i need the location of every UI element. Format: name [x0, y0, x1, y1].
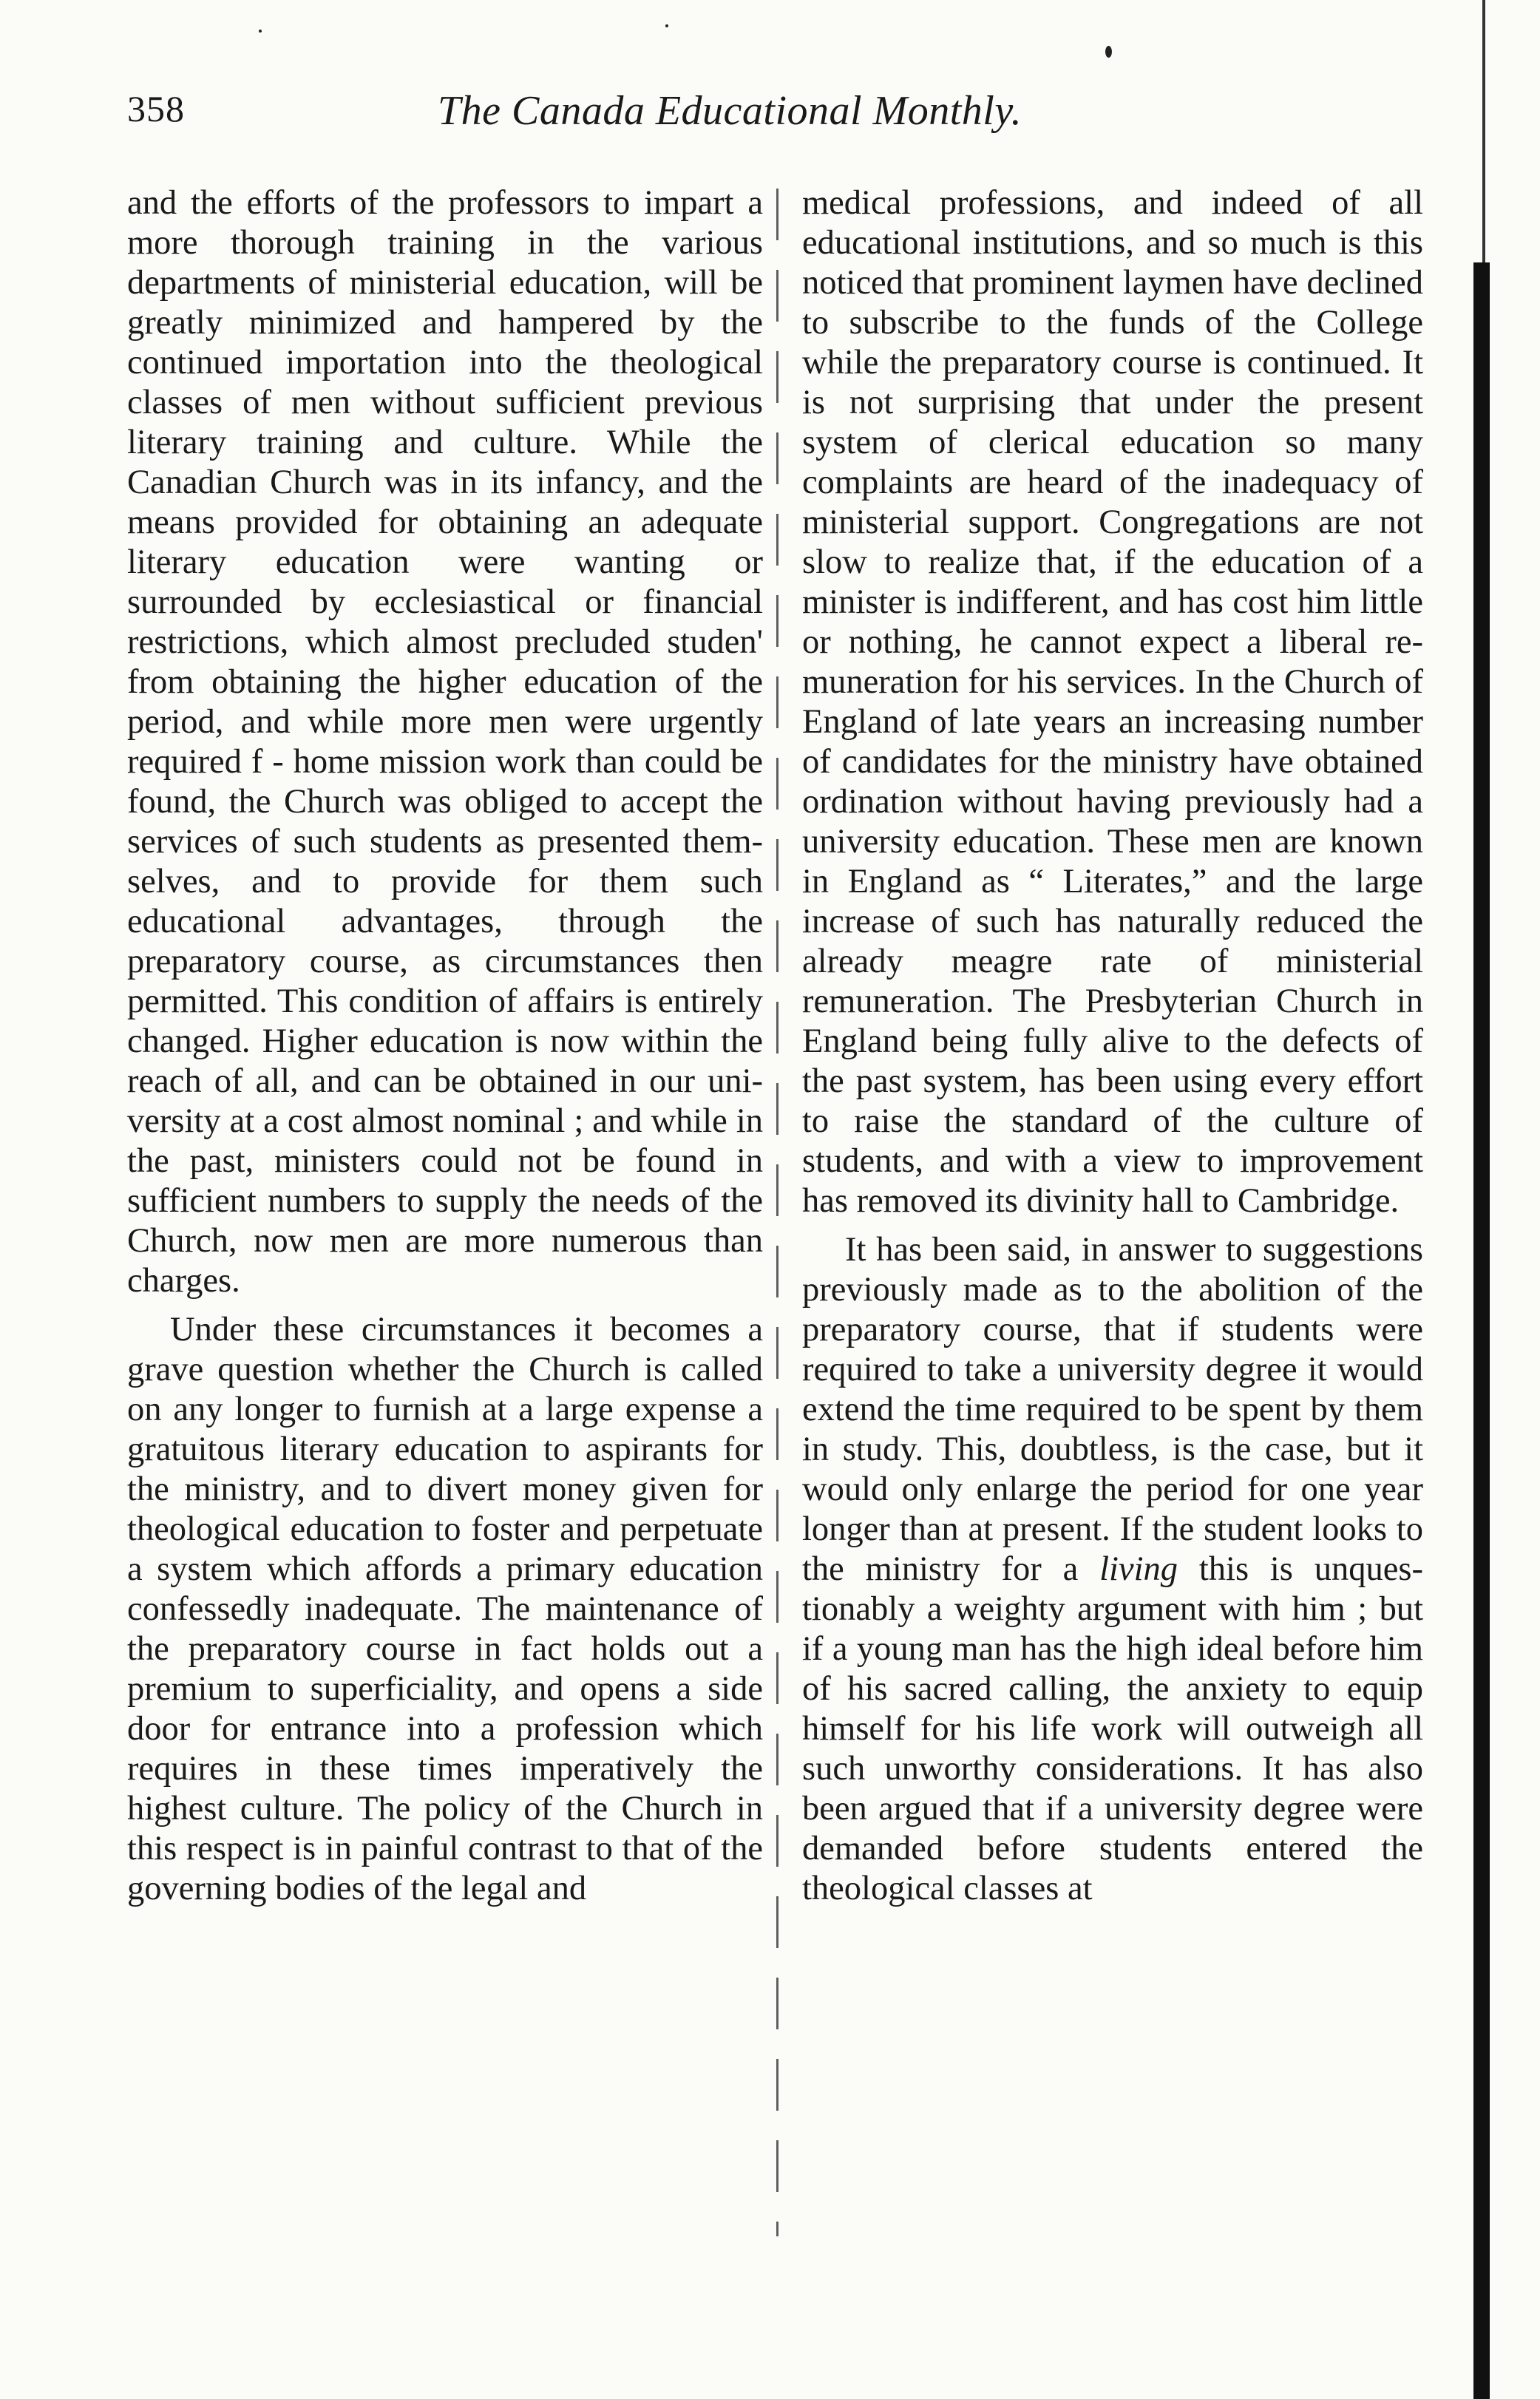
- right-paragraph-1: medical professions, and indeed of all educational institutions, and so much is this noticed that prominent laymen have declined to subscribe to the funds of the College while the preparatory course is continued. It is not surprising that under the present system of clerical education so many complaints are heard of the inadequacy of ministerial support. Congregations are not slow to realize that, if the education of a minister is indifferent, and has cost him little or nothing, he cannot expect a liberal remuneration for his services. In the Church of England of late years an increasing number of candidates for the ministry have obtained ordination without having previously had a university education. These men are known in England as “ Literates,” and the large increase of such has naturally reduced the already meagre rate of ministerial remuneration. The Presbyterian Church in England being fully alive to the defects of the past system, has been using every effort to raise the standard of the culture of students, and with a view to improvement has removed its divinity hall to Cambridge.: [802, 184, 1423, 1220]
- right-column: [802, 183, 1423, 1909]
- italic-word-living: living: [1099, 1550, 1178, 1588]
- column-divider: [776, 189, 779, 2236]
- page-number: 358: [127, 88, 185, 129]
- left-paragraph-2: Under these circumstances it becomes a grave question whether the Church is called on any longer to furnish at a large expense a gratuitous literary education to aspirants for the ministry, and to divert money given for theological education to foster and perpetuate a system which affords a primary education confessedly inadequate. The maintenance of the preparatory course in fact holds out a premium to superficiality, and opens a side door for entrance into a profession which requires in these times imperatively the highest culture. The policy of the Church in this respect is in painful contrast to that of the governing bodies of the legal and: [127, 1311, 763, 1907]
- page-header: [127, 87, 1414, 146]
- page-edge-line: [1482, 0, 1485, 262]
- left-paragraph-1: and the efforts of the professors to impart a more thorough training in the various departments of ministerial education, will be greatly minimized and hampered by the continued importation into the theological classes of men without sufficient previous literary training and culture. While the Canadian Church was in its infancy, and the means provided for obtaining an adequate literary education were wanting or surrounded by ecclesiastical or financial restrictions, which almost precluded studen' from obtaining the higher education of the period, and while more men were urgently required f ‐ home mission work than could be found, the Church was obliged to accept the services of such students as presented themselves, and to provide for them such educational advantages, through the preparatory course, as circumstances then permitted. This condition of affairs is entirely changed. Higher education is now within the reach of all, and can be obtained in our university at a cost almost nominal ; and while in the past, ministers could not be found in sufficient numbers to supply the needs of the Church, now men are more numerous than charges.: [127, 184, 763, 1300]
- running-title: The Canada Educational Monthly.: [438, 88, 1022, 134]
- right-paragraph-2-text-a: It has been said, in answer to suggestions previously made as to the abolition of the preparatory course, that if students were required to take a university degree it would extend the time required to be spent by them in study. This, doubtless, is the case, but it would only enlarge the period for one year longer than at present. If the student looks to the ministry for a: [802, 1231, 1423, 1588]
- scan-speck: [1105, 46, 1112, 58]
- page-edge-shadow: [1473, 262, 1490, 2399]
- left-column: [127, 183, 763, 1909]
- right-paragraph-2-text-b: this is unquestionably a weighty argument with him ; but if a young man has the high ideal before him of his sacred calling, the anxiety to equip himself for his life work will outweigh all such unworthy considerations. It has also been argued that if a university degree were demanded before students entered the theological classes at: [802, 1550, 1423, 1907]
- scan-speck: [259, 30, 262, 33]
- scan-speck: [665, 24, 668, 27]
- right-paragraph-2: [802, 1230, 1423, 1909]
